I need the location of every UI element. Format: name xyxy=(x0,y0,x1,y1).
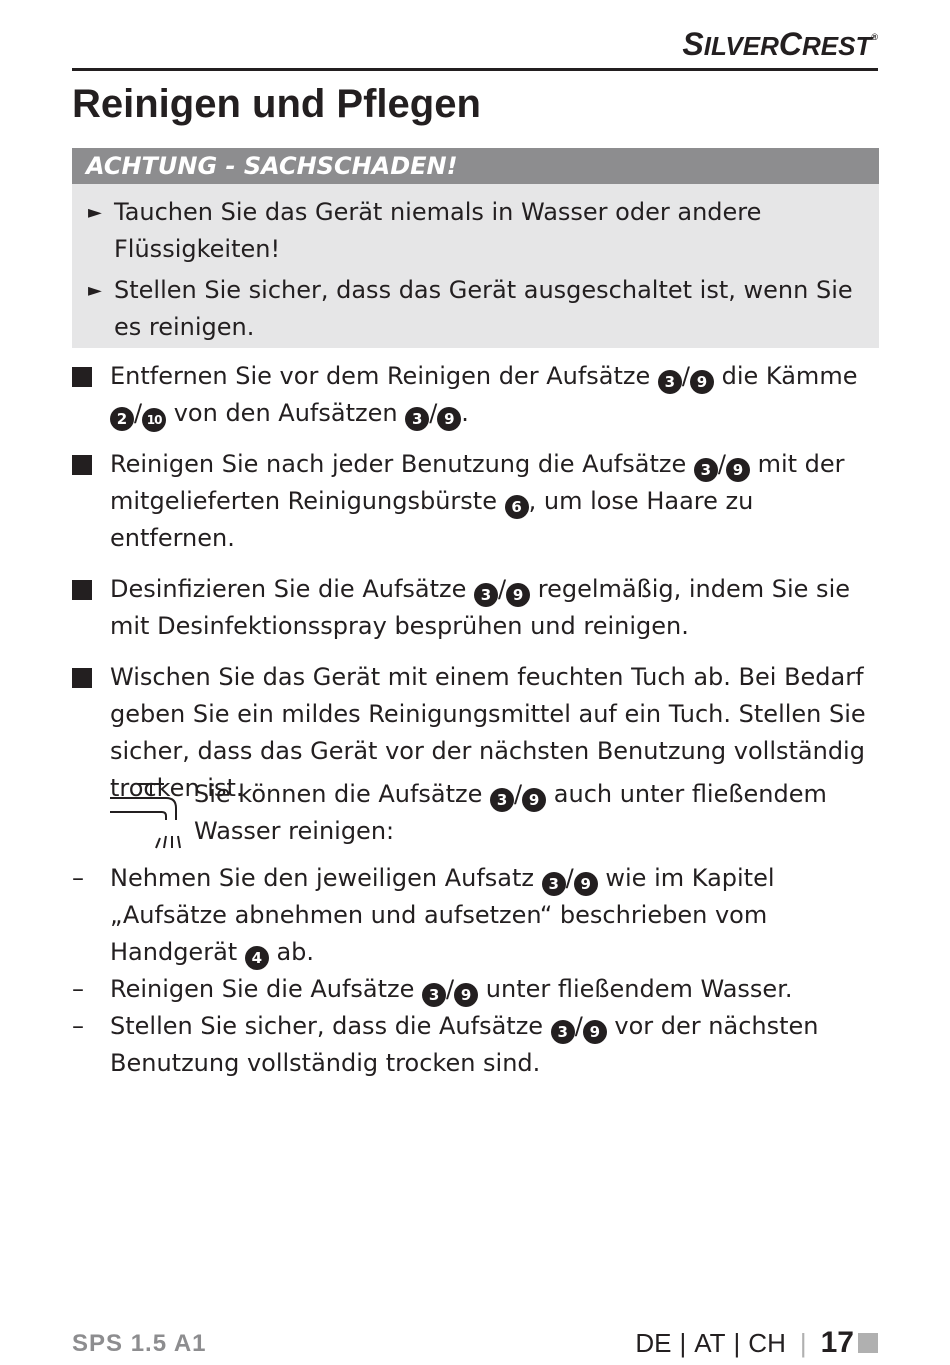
page-marker xyxy=(858,1333,878,1353)
dash-bullet: – xyxy=(72,864,84,892)
model-number: SPS 1.5 A1 xyxy=(72,1330,207,1357)
ref-9: 9 xyxy=(522,788,546,812)
instruction-list xyxy=(72,358,884,821)
ref-4: 4 xyxy=(245,946,269,970)
ref-3: 3 xyxy=(490,788,514,812)
ref-9: 9 xyxy=(437,407,461,431)
dash-bullet: – xyxy=(72,975,84,1003)
ref-3: 3 xyxy=(658,370,682,394)
warning-heading: ACHTUNG - SACHSCHADEN! xyxy=(72,148,879,184)
step-list xyxy=(72,860,884,1082)
arrow-icon: ► xyxy=(88,280,102,301)
brand-logo: SILVERCREST® xyxy=(682,26,878,62)
hint-note: Sie können die Aufsätze 3 / 9 auch unter fließendem Wasser reinigen: xyxy=(110,776,870,850)
country-ch: CH xyxy=(748,1328,786,1358)
list-item: – Nehmen Sie den jeweiligen Aufsatz 3 / 9 wie im Kapitel „Aufsätze abnehmen und aufsetzen“ beschrieben vom Handgerät 4 ab. xyxy=(72,860,884,971)
arrow-icon: ► xyxy=(88,202,102,223)
list-item: Wischen Sie das Gerät mit einem feuchten Tuch ab. Bei Bedarf geben Sie ein mildes Reinigungsmittel auf ein Tuch. Stellen Sie sicher, dass das Gerät vor der nächsten Benutzung vollständig trocken ist. xyxy=(72,659,884,807)
ref-2: 2 xyxy=(110,407,134,431)
warning-item: ► Stellen Sie sicher, dass das Gerät ausgeschaltet ist, wenn Sie es reinigen. xyxy=(72,272,879,346)
ref-3: 3 xyxy=(405,407,429,431)
ref-9: 9 xyxy=(726,458,750,482)
ref-3: 3 xyxy=(551,1020,575,1044)
ref-9: 9 xyxy=(690,370,714,394)
ref-3: 3 xyxy=(694,458,718,482)
ref-10: 10 xyxy=(142,408,166,432)
country-at: AT xyxy=(694,1328,726,1358)
warning-item: ► Tauchen Sie das Gerät niemals in Wasser oder andere Flüssigkeiten! xyxy=(72,194,879,268)
ref-3: 3 xyxy=(542,872,566,896)
faucet-icon xyxy=(110,780,182,852)
ref-9: 9 xyxy=(506,583,530,607)
list-item: – Reinigen Sie die Aufsätze 3 / 9 unter fließendem Wasser. xyxy=(72,971,884,1008)
footer-pagination: DE | AT | CH | 17 xyxy=(635,1326,878,1360)
list-item: Desinfizieren Sie die Aufsätze 3 / 9 regelmäßig, indem Sie sie mit Desinfektionsspray besprühen und reinigen. xyxy=(72,571,884,645)
ref-6: 6 xyxy=(505,495,529,519)
dash-bullet: – xyxy=(72,1012,84,1040)
ref-9: 9 xyxy=(583,1020,607,1044)
ref-9: 9 xyxy=(574,872,598,896)
bullet-square xyxy=(72,668,92,688)
page-number: 17 xyxy=(820,1326,854,1359)
header-rule xyxy=(72,68,878,71)
ref-9: 9 xyxy=(454,983,478,1007)
list-item: – Stellen Sie sicher, dass die Aufsätze 3 / 9 vor der nächsten Benutzung vollständig trocken sind. xyxy=(72,1008,884,1082)
warning-box xyxy=(72,148,879,348)
bullet-square xyxy=(72,367,92,387)
country-de: DE xyxy=(635,1328,672,1358)
bullet-square xyxy=(72,455,92,475)
bullet-square xyxy=(72,580,92,600)
page-title: Reinigen und Pflegen xyxy=(72,82,481,126)
list-item: Entfernen Sie vor dem Reinigen der Aufsätze 3 / 9 die Kämme 2 / 10 von den Aufsätzen 3 / 9 . xyxy=(72,358,884,432)
ref-3: 3 xyxy=(474,583,498,607)
ref-3: 3 xyxy=(422,983,446,1007)
list-item: Reinigen Sie nach jeder Benutzung die Aufsätze 3 / 9 mit der mitgelieferten Reinigungsbürste 6 , um lose Haare zu entfernen. xyxy=(72,446,884,557)
